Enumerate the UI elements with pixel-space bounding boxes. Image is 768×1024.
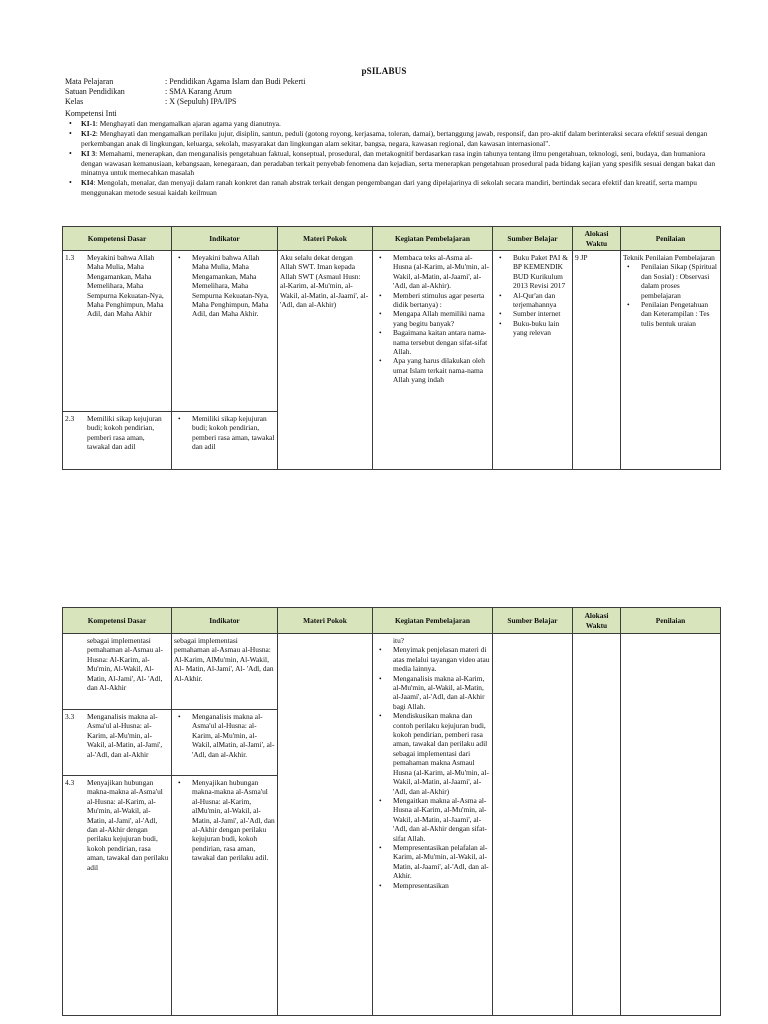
header-sumber-belajar: Sumber Belajar — [493, 227, 573, 251]
kd-text: Meyakini bahwa Allah Maha Mulia, Maha Mengamankan, Maha Memelihara, Maha Sempurna Kekuatan-Nya, Maha Penghimpun, Maha Adil, dan Maha Akhir — [87, 253, 164, 319]
ki-code: KI-1 — [81, 119, 96, 128]
indikator-cell — [172, 412, 278, 470]
document-title: pSILABUS — [361, 66, 407, 76]
kd-cell — [63, 412, 172, 470]
list-item: • Meyakini bahwa Allah Maha Mulia, Maha Mengamankan, Maha Memelihara, Maha Sempurna Kekuatan-Nya, Maha Penghimpun, Maha Adil, dan Maha Akhir. — [174, 253, 275, 319]
list-item: • Mempresentasikan pelafalan al-Karim, al-Mu'min, al-Wakil, al-Matin, al-Jaami', al-'Adl, dan al-Akhir. — [375, 843, 490, 881]
indikator-cell — [172, 634, 278, 710]
alokasi-cell — [573, 634, 621, 1016]
list-item: • Memberi stimulus agar peserta didik bertanya) : — [375, 291, 490, 310]
meta-value: : SMA Karang Arum — [165, 87, 232, 96]
kd-number-blank — [65, 636, 87, 692]
list-item: • Menyajikan hubungan makna-makna al-Asma'ul al-Husna: al-Karim, alMu'min, al-Wakil, al-Matin, al-Jami', al-'Adl, dan al-Akhir dengan perilaku kejujuran budi, kokoh pendirian, rasa aman, tawakal dan perilaku adil. — [174, 778, 275, 863]
header-alokasi-waktu: Alokasi Waktu — [573, 227, 621, 251]
indikator-cell — [172, 251, 278, 412]
ki-code: KI4 — [81, 178, 94, 188]
ki-item — [65, 149, 727, 177]
list-item: • Buku Paket PAI & BP KEMENDIK BUD Kurikulum 2013 Revisi 2017 — [495, 253, 570, 291]
list-item: • Menganalisis makna al-Karim, al-Mu'min, al-Wakil, al-Matin, al-Jaami', al-'Adl, dan al-Akhir bagi Allah. — [375, 674, 490, 712]
ki-heading: Kompetensi Inti — [65, 109, 117, 118]
kd-cell — [63, 710, 172, 776]
sumber-cell — [493, 634, 573, 1016]
list-item: • Buku-buku lain yang relevan — [495, 319, 570, 338]
list-item: • Mendiskusikan makna dan contoh perilaku kejujuran budi, kokoh pendirian, pemberi rasa aman, tawakal dan perilaku adil sebagai implementasi dari pemahaman makna Asmaul Husna (al-Karim, al-Mu'min, al-Wakil, al-Matin, al-Jaami', al-'Adl, dan al-Akhir) — [375, 711, 490, 796]
kd-cell — [63, 251, 172, 412]
kd-text: Menyajikan hubungan makna-makna al-Asma'ul al-Husna: al-Karim, al-Mu'min, al-Wakil, al-Matin, al-Jami', al-'Adl, dan al-Akhir dengan perilaku kejujuran budi, kokoh pendirian, rasa aman, tawakal dan perilaku adil — [87, 778, 169, 872]
materi-cell — [278, 634, 373, 1016]
list-item: • Memiliki sikap kejujuran budi; kokoh pendirian, pemberi rasa aman, tawakal dan adil — [174, 414, 275, 452]
ki-text: : Menghayati dan mengamalkan ajaran agama yang dianutnya. — [95, 119, 281, 128]
penilaian-cell — [621, 251, 721, 470]
kd-text: sebagai implementasi pemahaman al-Asmau al-Husna: Al-Karim, al-Mu'min, Al-Wakil, Al- Matin, Al-Jami', Al- 'Adl, dan Al-Akhir — [87, 636, 163, 693]
list-item: • Menganalisis makna al-Asma'ul al-Husna: al-Karim, al-Mu'min, al-Wakil, alMatin, al-Jami', al-'Adl, dan al-Akhir. — [174, 712, 275, 759]
table-header-row — [63, 608, 721, 634]
materi-text: Aku selalu dekat dengan Allah SWT. Iman kepada Allah SWT (Asmaul Husn: al-Karim, al-Mu'min, al-Wakil, al-Matin, al-Jaami', al-'Adl, dan al-Akhir) — [280, 253, 369, 310]
kd-text: Menganalisis makna al-Asma'ul al-Husna: al-Karim, al-Mu'min, al-Wakil, al-Matin, al-Jami', al-'Adl, dan al-Akhir — [87, 712, 163, 759]
table-row — [63, 251, 721, 412]
list-item: • Sumber internet — [495, 309, 570, 318]
kegiatan-cell — [373, 634, 493, 1016]
header-materi-pokok: Materi Pokok — [278, 608, 373, 634]
kegiatan-continuation: itu? — [393, 636, 405, 645]
header-materi-pokok: Materi Pokok — [278, 227, 373, 251]
meta-label: Mata Pelajaran — [65, 77, 114, 86]
meta-value: : X (Sepuluh) IPA/IPS — [165, 97, 237, 106]
sumber-cell — [493, 251, 573, 470]
meta-row — [65, 87, 305, 97]
indikator-cell — [172, 776, 278, 1016]
kd-number: 3.3 — [65, 712, 75, 721]
alokasi-cell: 9 JP — [573, 251, 621, 470]
list-item: • Apa yang harus dilakukan oleh umat Islam terkait nama-nama Allah yang indah — [375, 356, 490, 384]
syllabus-table-1 — [62, 226, 721, 470]
meta-row — [65, 77, 305, 87]
meta-block — [65, 77, 305, 107]
list-item: • Menyimak penjelasan materi di atas melalui tayangan video atau media lainnya. — [375, 645, 490, 673]
ki-item — [65, 178, 727, 197]
indikator-text: sebagai implementasi pemahaman al-Asmau al-Husna: Al-Karim, AlMu'min, Al-Wakil, Al- Matin, Al-Jami', Al- 'Adl, dan Al-Akhir. — [174, 636, 274, 683]
kd-number: 4.3 — [65, 778, 75, 787]
list-item: • Penilaian Pengetahuan dan Keterampilan : Tes tulis bentuk uraian — [623, 300, 718, 328]
ki-item — [65, 119, 727, 128]
list-item: • Membaca teks al-Asma al-Husna (al-Karim, al-Mu'min, al-Wakil, al-Matin, al-Jaami', al-'Adl, dan al-Akhir). — [375, 253, 490, 291]
ki-code: KI-2 — [81, 129, 96, 139]
list-item: • Al-Qur'an dan terjemahannya — [495, 291, 570, 310]
header-indikator: Indikator — [172, 608, 278, 634]
materi-cell — [278, 251, 373, 470]
ki-text: : Mengolah, menalar, dan menyaji dalam ranah konkret dan ranah abstrak terkait dengan pengembangan dari yang dipelajarinya di sekolah secara mandiri, bertindak secara efektif dan kreatif, serta mampu menggunakan metode sesuai kaidah keilmuan — [81, 178, 697, 197]
ki-text: : Menghayati dan mengamalkan perilaku jujur, disiplin, santun, peduli (gotong royong, kerjasama, toleran, damai), bertanggung jawab, responsif, dan pro-aktif dalam berinteraksi secara efektif sesuai dengan perkembangan anak di lingkungan, keluarga, sekolah, masyarakat dan lingkungan alam sekitar, bangsa, negara, kawasan regional, dan kawasan internasional". — [81, 129, 708, 148]
kd-number: 2.3 — [65, 414, 75, 423]
header-alokasi-waktu: Alokasi Waktu — [573, 608, 621, 634]
penilaian-cell — [621, 634, 721, 1016]
header-kompetensi-dasar: Kompetensi Dasar — [63, 608, 172, 634]
ki-text: : Memahami, menerapkan, dan menganalisis pengetahuan faktual, konseptual, prosedural, dan metakognitif berdasarkan rasa ingin tahunya tentang ilmu pengetahuan, teknologi, seni, budaya, dan humaniora dengan wawasan kemanusiaan, kebangsaan, kenegaraan, dan peradaban terkait penyebab fenomena dan kejadian, serta menerapkan pengetahuan prosedural pada bidang kajian yang spesifik sesuai dengan bakat dan minatnya untuk memecahkan masalah — [81, 149, 716, 178]
kd-cell — [63, 634, 172, 710]
header-kompetensi-dasar: Kompetensi Dasar — [63, 227, 172, 251]
meta-label: Kelas — [65, 97, 84, 106]
kegiatan-cell — [373, 251, 493, 470]
syllabus-table-2 — [62, 607, 721, 1016]
kd-number: 1.3 — [65, 253, 75, 262]
ki-list — [65, 119, 727, 198]
meta-label: Satuan Pendidikan — [65, 87, 125, 96]
list-item: • Mengaitkan makna al-Asma al-Husna al-Karim, al-Mu'min, al-Wakil, al-Matin, al-Jaami', al-'Adl, dan al-Akhir dengan sifat-sifat Allah. — [375, 796, 490, 843]
ki-code: KI 3 — [81, 149, 96, 159]
list-item: • Mengapa Allah memiliki nama yang begitu banyak? — [375, 309, 490, 328]
header-kegiatan-pembelajaran: Kegiatan Pembelajaran — [373, 608, 493, 634]
ki-item — [65, 129, 727, 148]
meta-row — [65, 97, 305, 107]
header-penilaian: Penilaian — [621, 608, 721, 634]
list-item: • Mempresentasikan — [375, 881, 490, 890]
list-item: • Bagaimana kaitan antara nama-nama tersebut dengan sifat-sifat Allah. — [375, 328, 490, 356]
penilaian-heading: Teknik Penilaian Pembelajaran — [623, 253, 715, 262]
indikator-cell — [172, 710, 278, 776]
header-penilaian: Penilaian — [621, 227, 721, 251]
header-kegiatan-pembelajaran: Kegiatan Pembelajaran — [373, 227, 493, 251]
kd-text: Memiliki sikap kejujuran budi; kokoh pendirian, pemberi rasa aman, tawakal dan adil — [87, 414, 162, 452]
table-row — [63, 634, 721, 710]
table-header-row — [63, 227, 721, 251]
header-sumber-belajar: Sumber Belajar — [493, 608, 573, 634]
header-indikator: Indikator — [172, 227, 278, 251]
meta-value: : Pendidikan Agama Islam dan Budi Pekerti — [165, 77, 306, 86]
kd-cell — [63, 776, 172, 1016]
list-item: • Penilaian Sikap (Spiritual dan Sosial) : Observasi dalam proses pembelajaran — [623, 262, 718, 300]
